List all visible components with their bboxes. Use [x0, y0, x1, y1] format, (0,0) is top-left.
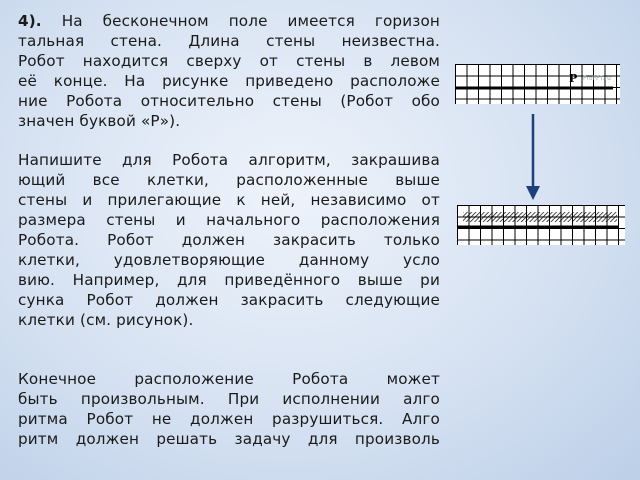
task-line: быть произвольным. При исполнении алго — [18, 390, 440, 409]
task-line: Робот находится сверху от стены в левом — [18, 51, 440, 70]
robot-label: Р — [569, 72, 578, 85]
task-line: клетки, удовлетворяющие данному усло — [18, 250, 440, 269]
task-line: Напишите для Робота алгоритм, закрашива — [18, 151, 440, 170]
task-line: клетки (см. рисунок). — [18, 310, 194, 329]
watermark: ProPPT.ru — [583, 75, 611, 82]
task-text — [18, 12, 440, 450]
task-line: её конце. На рисунке приведено расположе — [18, 71, 440, 90]
initial-state-figure — [455, 64, 620, 104]
task-line: размера стены и начального расположения — [18, 211, 440, 230]
task-line: Конечное расположение Робота может — [18, 370, 440, 389]
task-line: ющий все клетки, расположенные выше — [18, 171, 440, 190]
task-line: сунка Робот должен закрасить следующие — [18, 290, 440, 309]
task-number: 4). — [18, 12, 42, 30]
task-line: Робота. Робот должен закрасить только — [18, 230, 440, 249]
task-line: ритма Робот не должен разрушиться. Алго — [18, 410, 440, 429]
grid-background — [457, 205, 625, 245]
task-line: ритм должен решать задачу для произволь — [18, 430, 440, 448]
result-state-figure — [457, 205, 625, 245]
task-line: вию. Например, для приведённого выше ри — [18, 270, 440, 289]
grid-background — [455, 64, 620, 104]
task-line: значен буквой «Р»). — [18, 111, 181, 130]
down-arrow — [522, 112, 544, 202]
task-line: стены и прилегающие к ней, независимо от — [18, 191, 440, 210]
task-line: ние Робота относительно стены (Робот обо — [18, 91, 440, 110]
task-line: 4). На бесконечном поле имеется горизон — [18, 12, 440, 30]
arrow-head — [526, 186, 540, 200]
task-line: тальная стена. Длина стены неизвестна. — [18, 31, 440, 50]
